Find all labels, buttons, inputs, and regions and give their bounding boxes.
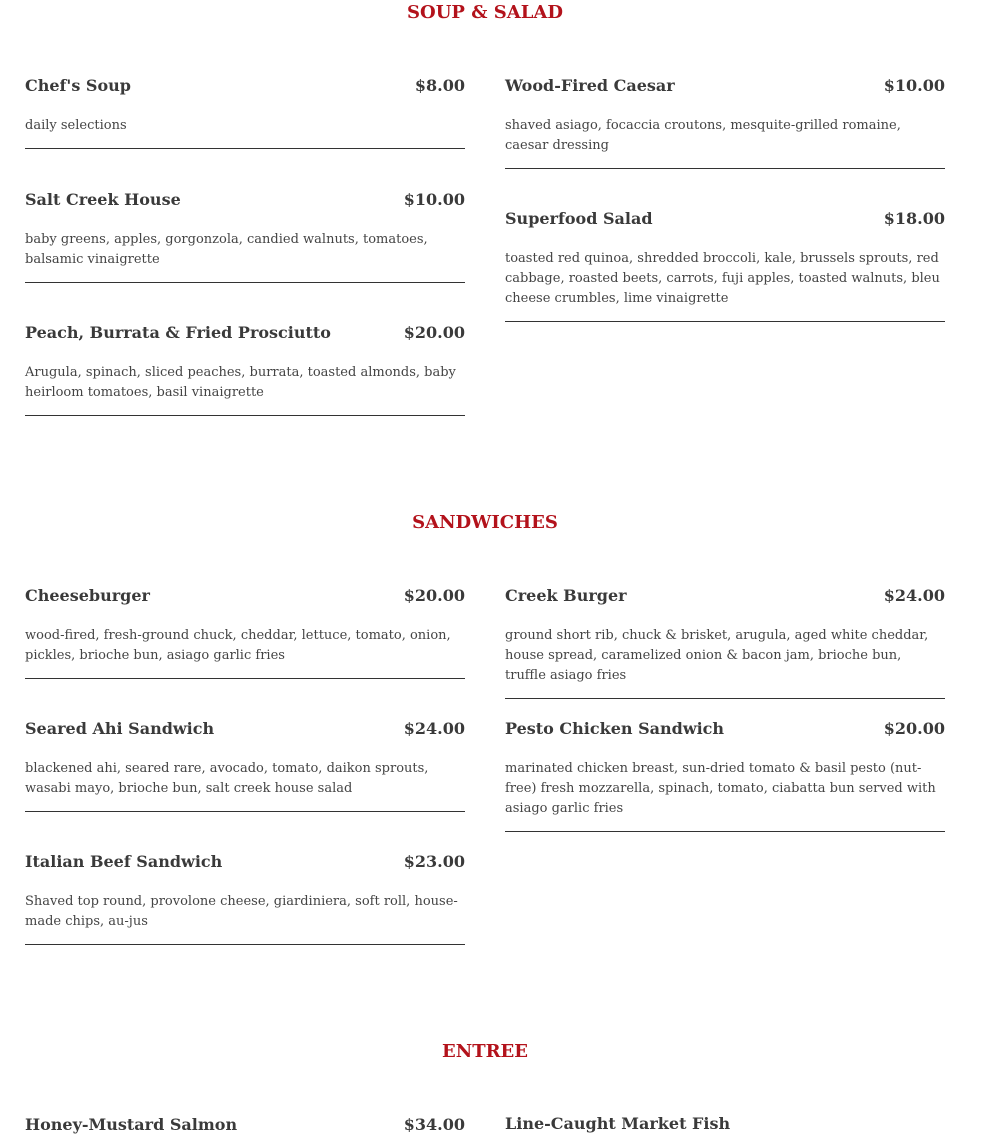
- menu-item: [505, 1114, 945, 1138]
- item-name: Chef's Soup: [25, 76, 131, 95]
- item-price: $18.00: [883, 209, 945, 228]
- menu-item: [25, 586, 465, 679]
- item-name: Creek Burger: [505, 586, 627, 605]
- divider: [25, 415, 465, 416]
- menu-item: [25, 323, 465, 416]
- divider: [505, 168, 945, 169]
- divider: [25, 944, 465, 945]
- item-price: $10.00: [883, 76, 945, 95]
- menu-item: [25, 852, 465, 945]
- item-name: Cheeseburger: [25, 586, 150, 605]
- item-name: Italian Beef Sandwich: [25, 852, 223, 871]
- item-name: Line-Caught Market Fish: [505, 1114, 731, 1133]
- menu-item: [505, 209, 945, 322]
- section-title-soup-salad: SOUP & SALAD: [407, 2, 563, 23]
- divider: [25, 678, 465, 679]
- item-price: $8.00: [414, 76, 465, 95]
- item-description: toasted red quinoa, shredded broccoli, kale, brussels sprouts, red cabbage, roasted beets, carrots, fuji apples, toasted walnuts, bleu cheese crumbles, lime vinaigrette: [505, 251, 940, 306]
- divider: [505, 831, 945, 832]
- item-price: $24.00: [883, 586, 945, 605]
- menu-item: [505, 586, 945, 699]
- item-description: shaved asiago, focaccia croutons, mesquite-grilled romaine, caesar dressing: [505, 118, 901, 153]
- item-name: Honey-Mustard Salmon: [25, 1115, 238, 1134]
- item-name: Pesto Chicken Sandwich: [505, 719, 725, 738]
- divider: [25, 811, 465, 812]
- item-price: $24.00: [403, 719, 465, 738]
- item-name: Wood-Fired Caesar: [505, 76, 675, 95]
- divider: [505, 698, 945, 699]
- item-description: blackened ahi, seared rare, avocado, tomato, daikon sprouts, wasabi mayo, brioche bun, salt creek house salad: [25, 761, 429, 796]
- item-price: $23.00: [403, 852, 465, 871]
- item-price: $20.00: [883, 719, 945, 738]
- divider: [25, 148, 465, 149]
- item-price: $10.00: [403, 190, 465, 209]
- item-name: Peach, Burrata & Fried Prosciutto: [25, 323, 331, 342]
- menu-item: [25, 76, 465, 149]
- divider: [25, 282, 465, 283]
- menu-item: [25, 190, 465, 283]
- menu-item: [505, 719, 945, 832]
- item-name: Superfood Salad: [505, 209, 653, 228]
- menu-item: [505, 76, 945, 169]
- item-description: wood-fired, fresh-ground chuck, cheddar, lettuce, tomato, onion, pickles, brioche bun, asiago garlic fries: [25, 628, 451, 663]
- item-description: Shaved top round, provolone cheese, giardiniera, soft roll, house-made chips, au-jus: [25, 894, 458, 929]
- item-description: baby greens, apples, gorgonzola, candied walnuts, tomatoes, balsamic vinaigrette: [25, 232, 428, 267]
- item-description: marinated chicken breast, sun-dried tomato & basil pesto (nut-free) fresh mozzarella, spinach, tomato, ciabatta bun served with asiago garlic fries: [505, 761, 936, 816]
- item-price: $34.00: [403, 1115, 465, 1134]
- divider: [505, 321, 945, 322]
- item-price: $20.00: [403, 586, 465, 605]
- item-description: ground short rib, chuck & brisket, arugula, aged white cheddar, house spread, caramelized onion & bacon jam, brioche bun, truffle asiago fries: [505, 628, 929, 683]
- item-description: Arugula, spinach, sliced peaches, burrata, toasted almonds, baby heirloom tomatoes, basil vinaigrette: [25, 365, 456, 400]
- item-description: daily selections: [25, 118, 127, 133]
- menu-item: [25, 1115, 465, 1139]
- section-title-entree: ENTREE: [442, 1041, 528, 1062]
- item-name: Salt Creek House: [25, 190, 181, 209]
- item-name: Seared Ahi Sandwich: [25, 719, 215, 738]
- section-title-sandwiches: SANDWICHES: [412, 512, 558, 533]
- item-price: $20.00: [403, 323, 465, 342]
- menu-item: [25, 719, 465, 812]
